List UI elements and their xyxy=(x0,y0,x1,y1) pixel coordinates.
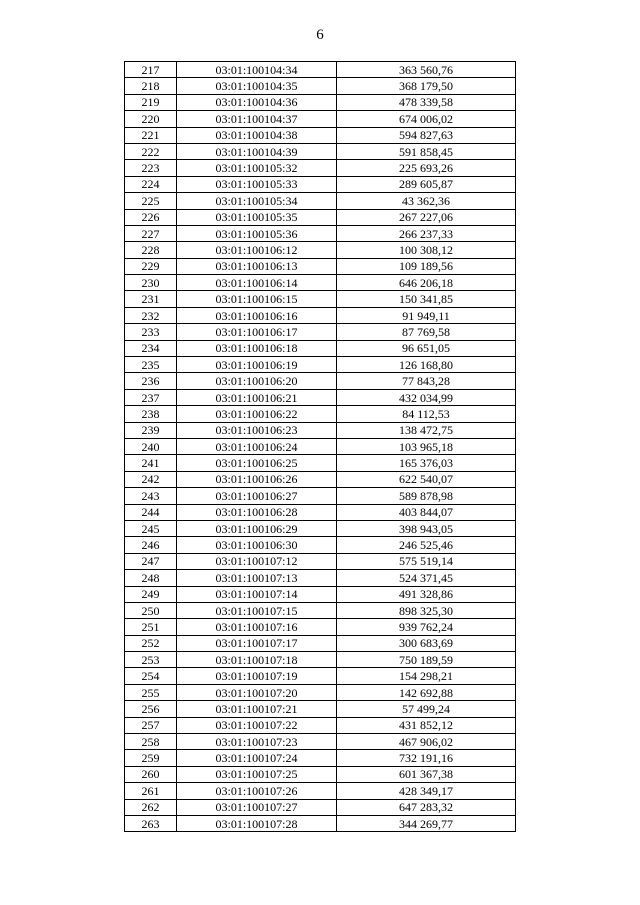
cadastral-value-cell: 467 906,02 xyxy=(337,734,516,750)
table-row xyxy=(125,373,516,389)
cadastral-value-cell: 126 168,80 xyxy=(337,357,516,373)
cadastral-value-cell: 647 283,32 xyxy=(337,799,516,815)
row-number-cell: 259 xyxy=(125,750,177,766)
cadastral-value-cell: 898 325,30 xyxy=(337,602,516,618)
row-number-cell: 225 xyxy=(125,193,177,209)
row-number-cell: 252 xyxy=(125,635,177,651)
cadastral-value-cell: 96 651,05 xyxy=(337,340,516,356)
table-row xyxy=(125,701,516,717)
table-row xyxy=(125,438,516,454)
cadastral-value-cell: 77 843,28 xyxy=(337,373,516,389)
cadastral-number-cell: 03:01:100106:16 xyxy=(177,307,337,323)
table-row xyxy=(125,143,516,159)
row-number-cell: 251 xyxy=(125,619,177,635)
row-number-cell: 256 xyxy=(125,701,177,717)
cadastral-number-cell: 03:01:100107:13 xyxy=(177,570,337,586)
table-row xyxy=(125,717,516,733)
cadastral-number-cell: 03:01:100105:32 xyxy=(177,160,337,176)
cadastral-value-cell: 266 237,33 xyxy=(337,225,516,241)
cadastral-number-cell: 03:01:100104:39 xyxy=(177,143,337,159)
cadastral-value-cell: 646 206,18 xyxy=(337,275,516,291)
table-row xyxy=(125,78,516,94)
cadastral-number-cell: 03:01:100104:36 xyxy=(177,94,337,110)
row-number-cell: 222 xyxy=(125,143,177,159)
cadastral-number-cell: 03:01:100106:26 xyxy=(177,471,337,487)
cadastral-value-cell: 368 179,50 xyxy=(337,78,516,94)
cadastral-value-cell: 43 362,36 xyxy=(337,193,516,209)
cadastral-value-cell: 165 376,03 xyxy=(337,455,516,471)
table-row xyxy=(125,357,516,373)
cadastral-value-cell: 594 827,63 xyxy=(337,127,516,143)
table-row xyxy=(125,471,516,487)
cadastral-number-cell: 03:01:100104:35 xyxy=(177,78,337,94)
cadastral-number-cell: 03:01:100106:27 xyxy=(177,488,337,504)
table-row xyxy=(125,815,516,831)
row-number-cell: 253 xyxy=(125,652,177,668)
cadastral-value-cell: 524 371,45 xyxy=(337,570,516,586)
table-row xyxy=(125,668,516,684)
cadastral-number-cell: 03:01:100106:18 xyxy=(177,340,337,356)
cadastral-number-cell: 03:01:100106:15 xyxy=(177,291,337,307)
table-row xyxy=(125,406,516,422)
cadastral-number-cell: 03:01:100106:17 xyxy=(177,324,337,340)
table-row xyxy=(125,799,516,815)
table-row xyxy=(125,488,516,504)
row-number-cell: 244 xyxy=(125,504,177,520)
row-number-cell: 250 xyxy=(125,602,177,618)
table-row xyxy=(125,62,516,78)
table-row xyxy=(125,389,516,405)
table-body xyxy=(125,62,516,832)
cadastral-value-cell: 363 560,76 xyxy=(337,62,516,78)
row-number-cell: 220 xyxy=(125,111,177,127)
table-row xyxy=(125,586,516,602)
cadastral-number-cell: 03:01:100106:12 xyxy=(177,242,337,258)
cadastral-value-cell: 431 852,12 xyxy=(337,717,516,733)
table-row xyxy=(125,209,516,225)
cadastral-value-cell: 142 692,88 xyxy=(337,684,516,700)
row-number-cell: 260 xyxy=(125,766,177,782)
table-row xyxy=(125,340,516,356)
cadastral-value-cell: 622 540,07 xyxy=(337,471,516,487)
table-row xyxy=(125,553,516,569)
cadastral-value-cell: 57 499,24 xyxy=(337,701,516,717)
table-row xyxy=(125,684,516,700)
cadastral-number-cell: 03:01:100106:30 xyxy=(177,537,337,553)
row-number-cell: 242 xyxy=(125,471,177,487)
cadastral-value-cell: 732 191,16 xyxy=(337,750,516,766)
cadastral-number-cell: 03:01:100107:12 xyxy=(177,553,337,569)
cadastral-value-cell: 344 269,77 xyxy=(337,815,516,831)
row-number-cell: 226 xyxy=(125,209,177,225)
cadastral-number-cell: 03:01:100106:19 xyxy=(177,357,337,373)
cadastral-value-cell: 150 341,85 xyxy=(337,291,516,307)
cadastral-number-cell: 03:01:100106:13 xyxy=(177,258,337,274)
table-row xyxy=(125,291,516,307)
cadastral-number-cell: 03:01:100107:17 xyxy=(177,635,337,651)
table-row xyxy=(125,783,516,799)
cadastral-number-cell: 03:01:100107:20 xyxy=(177,684,337,700)
cadastral-number-cell: 03:01:100106:23 xyxy=(177,422,337,438)
cadastral-number-cell: 03:01:100107:28 xyxy=(177,815,337,831)
table-row xyxy=(125,520,516,536)
table-row xyxy=(125,275,516,291)
cadastral-value-cell: 589 878,98 xyxy=(337,488,516,504)
cadastral-number-cell: 03:01:100106:22 xyxy=(177,406,337,422)
cadastral-number-cell: 03:01:100106:29 xyxy=(177,520,337,536)
cadastral-number-cell: 03:01:100106:20 xyxy=(177,373,337,389)
row-number-cell: 245 xyxy=(125,520,177,536)
cadastral-number-cell: 03:01:100105:33 xyxy=(177,176,337,192)
cadastral-number-cell: 03:01:100104:37 xyxy=(177,111,337,127)
row-number-cell: 233 xyxy=(125,324,177,340)
cadastral-value-cell: 84 112,53 xyxy=(337,406,516,422)
cadastral-number-cell: 03:01:100104:38 xyxy=(177,127,337,143)
row-number-cell: 235 xyxy=(125,357,177,373)
table-row xyxy=(125,766,516,782)
table-row xyxy=(125,652,516,668)
table-row xyxy=(125,602,516,618)
cadastral-number-cell: 03:01:100106:28 xyxy=(177,504,337,520)
cadastral-number-cell: 03:01:100107:23 xyxy=(177,734,337,750)
table-row xyxy=(125,570,516,586)
cadastral-number-cell: 03:01:100107:18 xyxy=(177,652,337,668)
cadastral-value-cell: 300 683,69 xyxy=(337,635,516,651)
cadastral-value-cell: 100 308,12 xyxy=(337,242,516,258)
cadastral-number-cell: 03:01:100107:24 xyxy=(177,750,337,766)
row-number-cell: 249 xyxy=(125,586,177,602)
table-row xyxy=(125,455,516,471)
table-row xyxy=(125,504,516,520)
row-number-cell: 234 xyxy=(125,340,177,356)
cadastral-value-cell: 575 519,14 xyxy=(337,553,516,569)
cadastral-number-cell: 03:01:100107:21 xyxy=(177,701,337,717)
table-row xyxy=(125,160,516,176)
table-row xyxy=(125,94,516,110)
row-number-cell: 229 xyxy=(125,258,177,274)
cadastral-value-cell: 491 328,86 xyxy=(337,586,516,602)
cadastral-value-cell: 674 006,02 xyxy=(337,111,516,127)
row-number-cell: 240 xyxy=(125,438,177,454)
cadastral-number-cell: 03:01:100104:34 xyxy=(177,62,337,78)
cadastral-number-cell: 03:01:100107:14 xyxy=(177,586,337,602)
cadastral-value-cell: 154 298,21 xyxy=(337,668,516,684)
cadastral-value-cell: 109 189,56 xyxy=(337,258,516,274)
row-number-cell: 230 xyxy=(125,275,177,291)
table-row xyxy=(125,734,516,750)
cadastral-number-cell: 03:01:100106:21 xyxy=(177,389,337,405)
cadastral-value-cell: 225 693,26 xyxy=(337,160,516,176)
table-row xyxy=(125,111,516,127)
cadastral-number-cell: 03:01:100105:34 xyxy=(177,193,337,209)
table-row xyxy=(125,537,516,553)
cadastral-number-cell: 03:01:100107:22 xyxy=(177,717,337,733)
row-number-cell: 255 xyxy=(125,684,177,700)
row-number-cell: 248 xyxy=(125,570,177,586)
cadastral-value-cell: 591 858,45 xyxy=(337,143,516,159)
cadastral-value-cell: 246 525,46 xyxy=(337,537,516,553)
row-number-cell: 236 xyxy=(125,373,177,389)
cadastral-value-cell: 103 965,18 xyxy=(337,438,516,454)
table-row xyxy=(125,176,516,192)
cadastral-value-cell: 403 844,07 xyxy=(337,504,516,520)
row-number-cell: 218 xyxy=(125,78,177,94)
row-number-cell: 231 xyxy=(125,291,177,307)
cadastral-number-cell: 03:01:100107:16 xyxy=(177,619,337,635)
row-number-cell: 224 xyxy=(125,176,177,192)
cadastral-number-cell: 03:01:100106:24 xyxy=(177,438,337,454)
cadastral-value-cell: 432 034,99 xyxy=(337,389,516,405)
cadastral-value-cell: 939 762,24 xyxy=(337,619,516,635)
cadastral-value-cell: 267 227,06 xyxy=(337,209,516,225)
cadastral-value-cell: 289 605,87 xyxy=(337,176,516,192)
table-row xyxy=(125,193,516,209)
cadastral-value-cell: 478 339,58 xyxy=(337,94,516,110)
row-number-cell: 241 xyxy=(125,455,177,471)
cadastral-number-cell: 03:01:100106:25 xyxy=(177,455,337,471)
row-number-cell: 228 xyxy=(125,242,177,258)
table-row xyxy=(125,324,516,340)
cadastral-number-cell: 03:01:100106:14 xyxy=(177,275,337,291)
cadastral-number-cell: 03:01:100107:25 xyxy=(177,766,337,782)
row-number-cell: 232 xyxy=(125,307,177,323)
row-number-cell: 238 xyxy=(125,406,177,422)
cadastral-value-cell: 138 472,75 xyxy=(337,422,516,438)
cadastral-value-cell: 398 943,05 xyxy=(337,520,516,536)
cadastral-number-cell: 03:01:100107:27 xyxy=(177,799,337,815)
cadastral-value-cell: 87 769,58 xyxy=(337,324,516,340)
row-number-cell: 221 xyxy=(125,127,177,143)
page-number: 6 xyxy=(316,27,324,43)
row-number-cell: 258 xyxy=(125,734,177,750)
table-row xyxy=(125,750,516,766)
cadastral-value-cell: 428 349,17 xyxy=(337,783,516,799)
row-number-cell: 217 xyxy=(125,62,177,78)
cadastral-number-cell: 03:01:100107:15 xyxy=(177,602,337,618)
table-row xyxy=(125,422,516,438)
row-number-cell: 223 xyxy=(125,160,177,176)
row-number-cell: 263 xyxy=(125,815,177,831)
table-row xyxy=(125,127,516,143)
table-row xyxy=(125,258,516,274)
cadastral-value-table xyxy=(124,61,516,832)
row-number-cell: 246 xyxy=(125,537,177,553)
table-row xyxy=(125,307,516,323)
table-row xyxy=(125,635,516,651)
row-number-cell: 247 xyxy=(125,553,177,569)
cadastral-number-cell: 03:01:100107:19 xyxy=(177,668,337,684)
row-number-cell: 237 xyxy=(125,389,177,405)
row-number-cell: 262 xyxy=(125,799,177,815)
cadastral-number-cell: 03:01:100105:36 xyxy=(177,225,337,241)
cadastral-number-cell: 03:01:100105:35 xyxy=(177,209,337,225)
row-number-cell: 257 xyxy=(125,717,177,733)
cadastral-value-cell: 91 949,11 xyxy=(337,307,516,323)
cadastral-value-cell: 750 189,59 xyxy=(337,652,516,668)
cadastral-value-cell: 601 367,38 xyxy=(337,766,516,782)
row-number-cell: 219 xyxy=(125,94,177,110)
row-number-cell: 254 xyxy=(125,668,177,684)
row-number-cell: 227 xyxy=(125,225,177,241)
table-row xyxy=(125,619,516,635)
cadastral-number-cell: 03:01:100107:26 xyxy=(177,783,337,799)
row-number-cell: 243 xyxy=(125,488,177,504)
table-row xyxy=(125,225,516,241)
table-row xyxy=(125,242,516,258)
row-number-cell: 239 xyxy=(125,422,177,438)
row-number-cell: 261 xyxy=(125,783,177,799)
